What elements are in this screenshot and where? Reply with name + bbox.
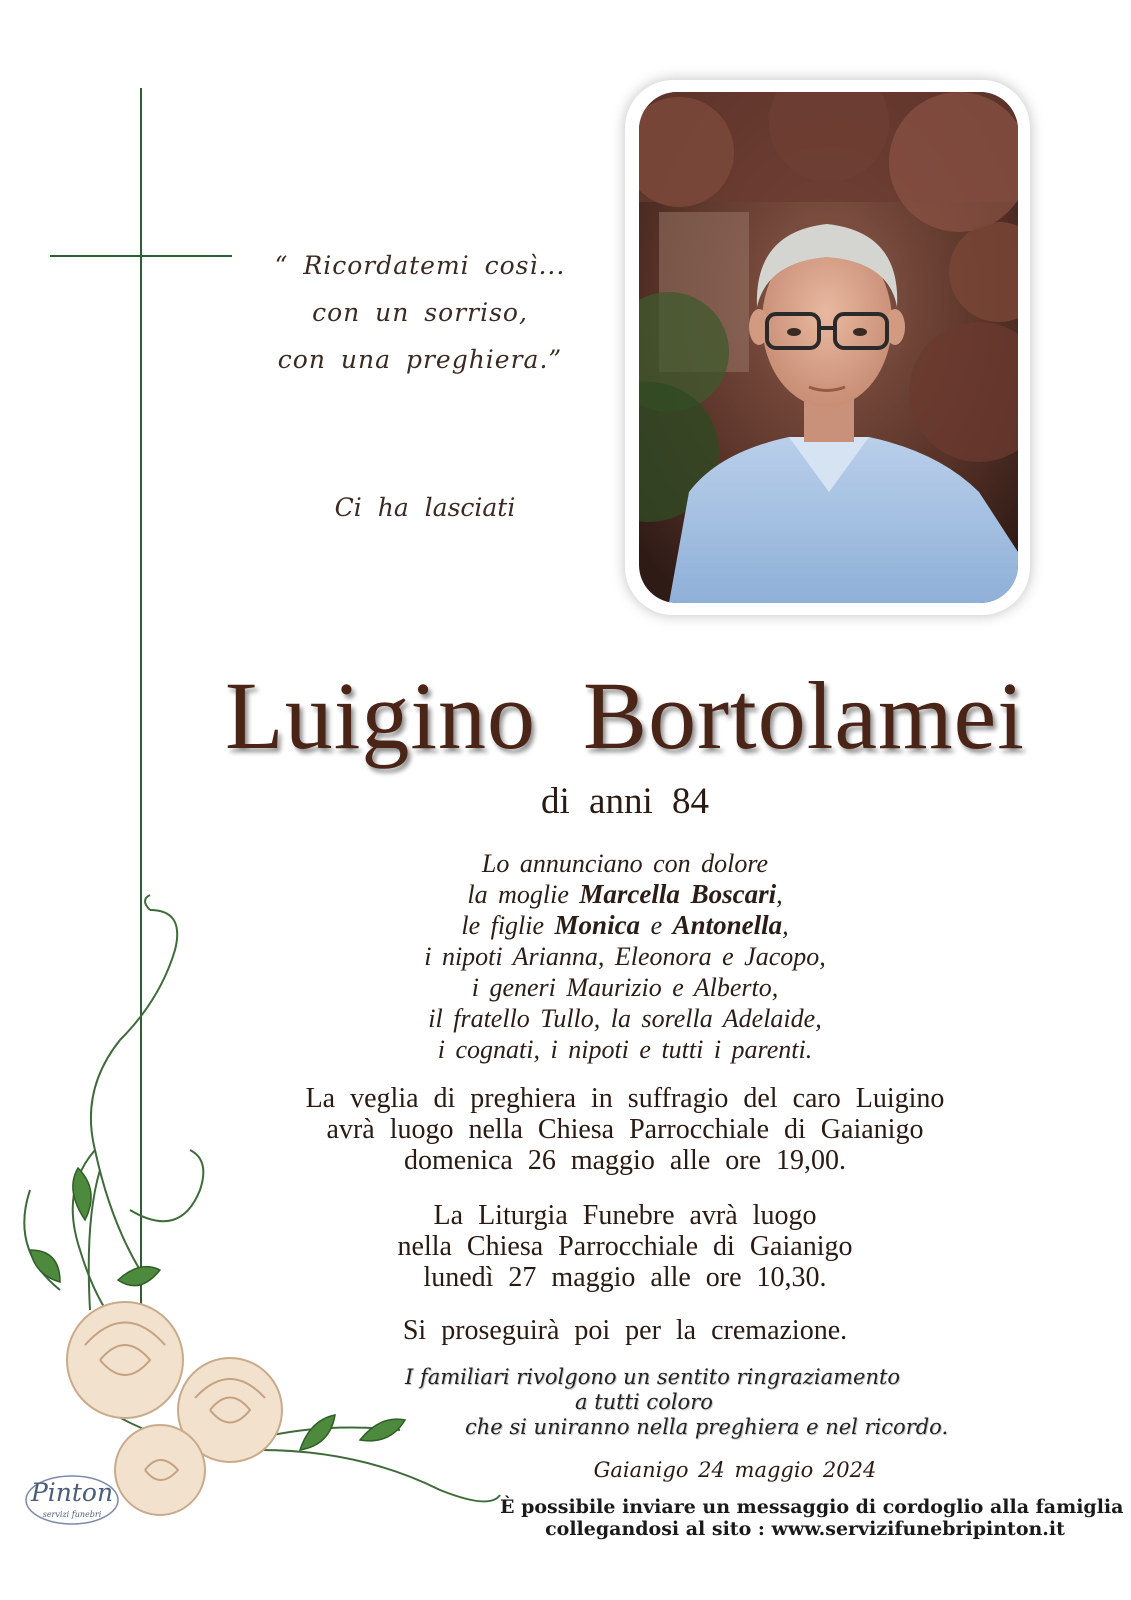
announcement-text: le figlie (461, 911, 545, 940)
liturgy-line: lunedì 27 maggio alle ore 10,30. (423, 1262, 827, 1293)
vigil-line: La veglia di preghiera in suffragio del caro Luigino (305, 1083, 945, 1114)
wife-name: Marcella Boscari (579, 879, 777, 909)
passed-away-phrase: Ci ha lasciati (334, 493, 516, 522)
vigil-line: domenica 26 maggio alle ore 19,00. (404, 1145, 846, 1176)
liturgy-line: nella Chiesa Parrocchiale di Gaianigo (397, 1231, 853, 1262)
portrait-photo (639, 92, 1018, 603)
quote-line: “ Ricordatemi così... (274, 251, 566, 280)
daughter-name: Monica (554, 910, 641, 940)
memorial-quote (270, 242, 570, 383)
thanks-line: a tutti coloro (575, 1390, 713, 1414)
condolence-footer (500, 1496, 1124, 1540)
announcement-text: e (650, 911, 663, 940)
vigil-line: avrà luogo nella Chiesa Parrocchiale di Gaianigo (326, 1114, 924, 1145)
liturgy-line: La Liturgia Funebre avrà luogo (433, 1200, 817, 1231)
announcement-line: Lo annunciano con dolore (481, 849, 769, 878)
quote-line: con un sorriso, (312, 298, 528, 327)
announcement-text: , (776, 880, 783, 909)
thanks-line: che si uniranno nella preghiera e nel ricordo. (465, 1415, 949, 1439)
notice-date: Gaianigo 24 maggio 2024 (593, 1458, 877, 1482)
logo-name: Pinton (30, 1478, 114, 1507)
footer-line: È possibile inviare un messaggio di cordoglio alla famiglia (500, 1496, 1124, 1518)
deceased-age: di anni 84 (541, 781, 709, 822)
announcement-line: i nipoti Arianna, Eleonora e Jacopo, (424, 942, 826, 971)
announcement-line: il fratello Tullo, la sorella Adelaide, (428, 1004, 822, 1033)
cremation-line: Si proseguirà poi per la cremazione. (402, 1315, 848, 1346)
portrait-frame (625, 80, 1030, 615)
announcement-text: , (782, 911, 789, 940)
thanks-line: I familiari rivolgono un sentito ringraziamento (405, 1365, 901, 1389)
cross-horizontal-line (50, 255, 232, 257)
announcement-line: i cognati, i nipoti e tutti i parenti. (437, 1035, 813, 1064)
announcement-line: i generi Maurizio e Alberto, (471, 973, 779, 1002)
quote-line: con una preghiera.” (277, 345, 563, 374)
daughter-name: Antonella (672, 910, 783, 940)
logo-subtitle: servizi funebri (42, 1510, 102, 1519)
deceased-name: Luigino Bortolamei (225, 662, 1025, 769)
announcement-text: la moglie (467, 880, 569, 909)
rose-decoration-icon (0, 890, 520, 1540)
footer-website-line[interactable]: collegandosi al sito : www.servizifunebripinton.it (545, 1518, 1065, 1540)
